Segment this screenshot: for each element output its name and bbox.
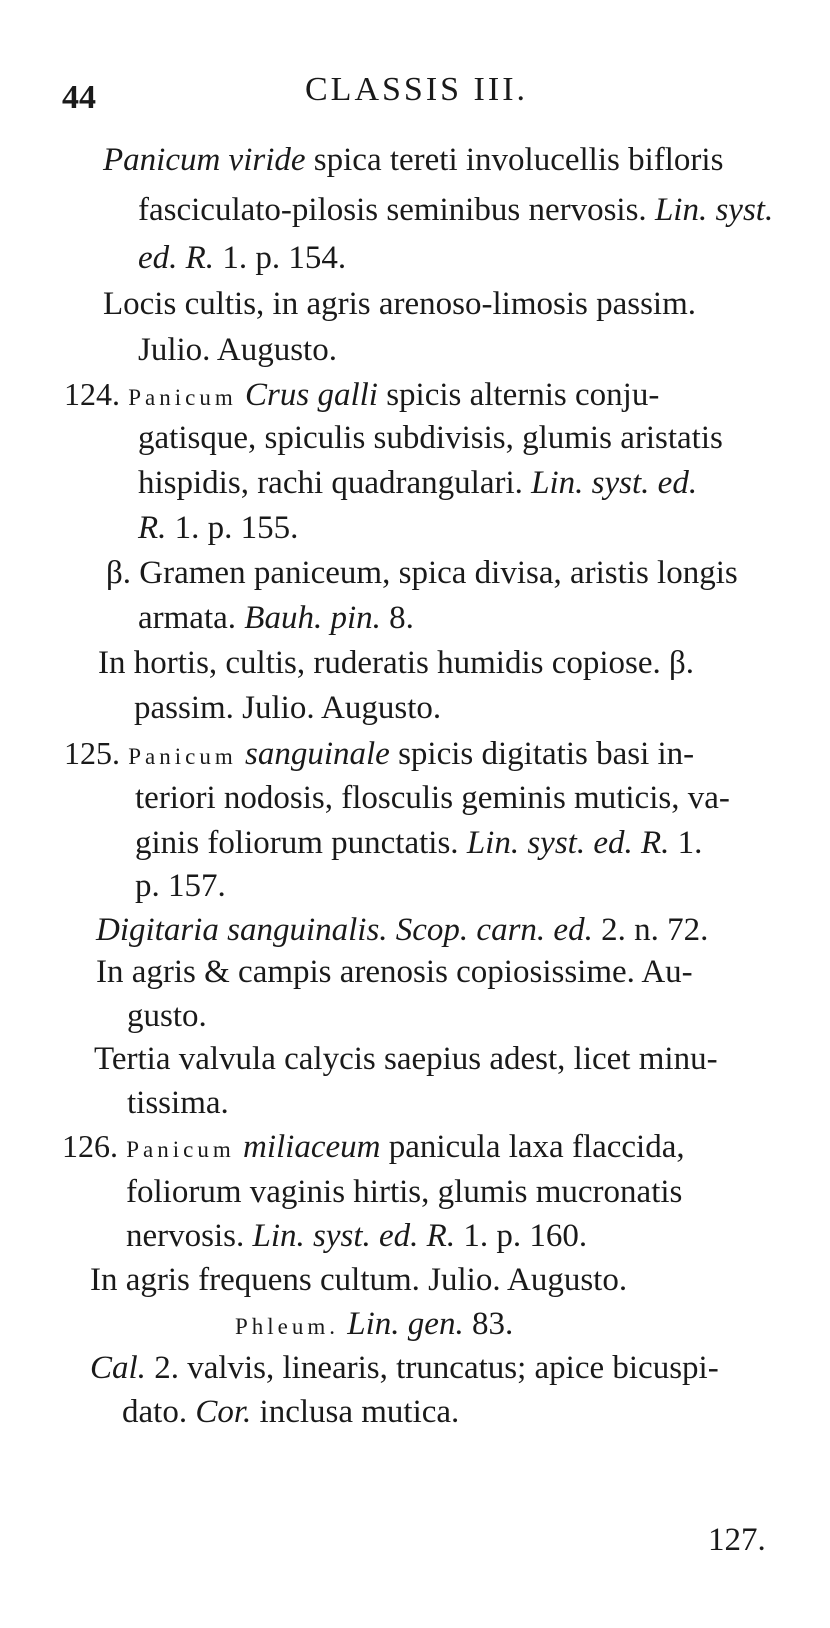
entry-line: 124. Panicum Crus galli spicis alternis conju- <box>64 376 660 413</box>
entry-line: 126. Panicum miliaceum panicula laxa flaccida, <box>62 1128 685 1165</box>
text-line: Locis cultis, in agris arenoso-limosis passim. <box>103 286 697 322</box>
text-line: In agris frequens cultum. Julio. Augusto. <box>90 1262 628 1298</box>
text-line: gusto. <box>127 998 207 1034</box>
entry-line: 125. Panicum sanguinale spicis digitatis basi in- <box>64 735 695 772</box>
text-line: β. Gramen paniceum, spica divisa, aristis longis <box>106 555 738 591</box>
text-line: passim. Julio. Augusto. <box>134 690 442 726</box>
entry-number: 126. <box>62 1128 118 1164</box>
text-line: hispidis, rachi quadrangulari. Lin. syst. ed. <box>138 465 698 501</box>
text-line: ed. R. 1. p. 154. <box>138 240 347 276</box>
text-line: In hortis, cultis, ruderatis humidis copiose. β. <box>98 645 695 681</box>
text-line: Tertia valvula calycis saepius adest, licet minu- <box>94 1041 718 1077</box>
text-line: armata. Bauh. pin. 8. <box>138 600 414 636</box>
text-line: nervosis. Lin. syst. ed. R. 1. p. 160. <box>126 1218 588 1254</box>
text-line: R. 1. p. 155. <box>138 510 299 546</box>
text-line: Julio. Augusto. <box>138 332 337 368</box>
text-line: p. 157. <box>135 868 226 904</box>
text-line: Panicum viride spica tereti involucellis bifloris <box>103 142 724 178</box>
text-line: fasciculato-pilosis seminibus nervosis. Lin. syst. <box>138 192 774 228</box>
page-number: 44 <box>62 79 96 116</box>
entry-number: 125. <box>64 735 120 771</box>
running-title: CLASSIS III. <box>305 71 529 108</box>
text-line: foliorum vaginis hirtis, glumis mucronatis <box>126 1174 683 1210</box>
entry-number: 124. <box>64 376 120 412</box>
text-line: ginis foliorum punctatis. Lin. syst. ed. R. 1. <box>135 825 703 861</box>
text-line: teriori nodosis, flosculis geminis muticis, va- <box>135 780 730 816</box>
text-line: In agris & campis arenosis copiosissime. Au- <box>96 954 693 990</box>
text-line: Cal. 2. valvis, linearis, truncatus; apice bicuspi- <box>90 1350 719 1386</box>
text-line: gatisque, spiculis subdivisis, glumis aristatis <box>138 420 723 456</box>
text-line: dato. Cor. inclusa mutica. <box>122 1394 460 1430</box>
text-line: Digitaria sanguinalis. Scop. carn. ed. 2. n. 72. <box>96 912 709 948</box>
text-line: tissima. <box>127 1085 229 1121</box>
genus-heading: Phleum. Lin. gen. 83. <box>235 1306 514 1342</box>
catchword: 127. <box>708 1522 766 1558</box>
